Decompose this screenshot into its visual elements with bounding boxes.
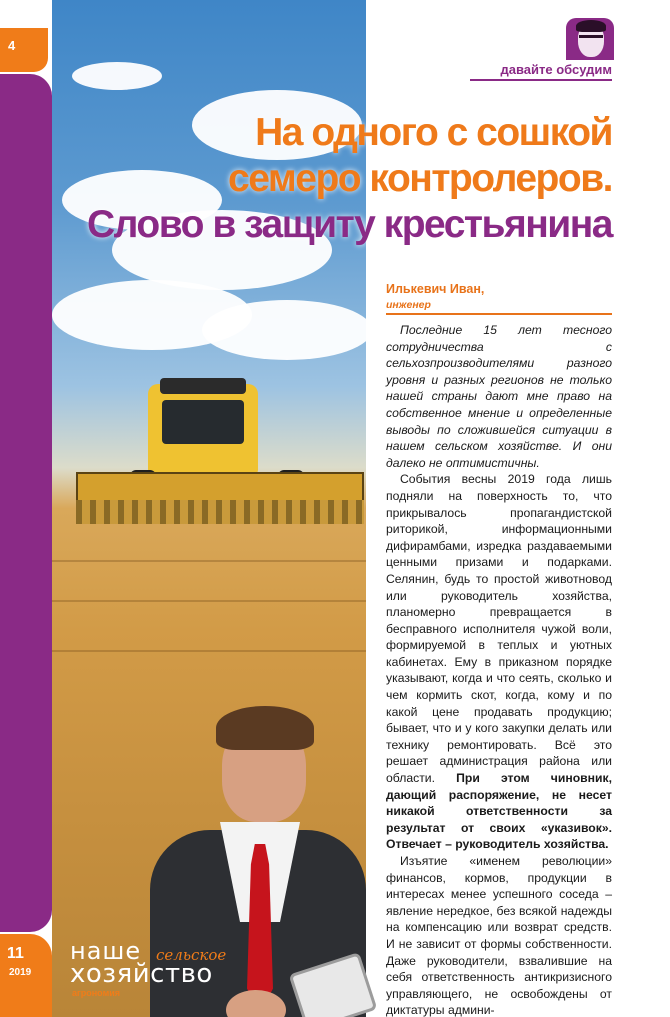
author-name: Илькевич Иван, [386, 282, 485, 296]
page-number: 4 [8, 38, 16, 53]
rubric-divider [470, 79, 612, 81]
title-line-1: На одного с сошкой [255, 111, 612, 154]
side-strip [0, 74, 52, 932]
title-line-3: Слово в защиту крестьянина [86, 203, 612, 246]
article-title [64, 110, 612, 248]
title-line-2: семеро контролеров. [228, 157, 612, 200]
rubric-label: давайте обсудим [500, 62, 612, 77]
caricature-face-icon [566, 18, 614, 60]
article-body [386, 322, 612, 1017]
byline-divider [386, 313, 612, 315]
author-role: инженер [386, 299, 431, 311]
issue-year: 2019 [9, 967, 32, 978]
article-paragraph: Изъятие «именем революции» финансов, кормов, продукции в интересах менее успешного соседа – явление нередкое, без всякой надежды на компенсацию или возврат средств. И не зависит от формы собственности. Даже руководители, взвалившие на себя ответственность антикризисного управляющего, не освобождены от диктатуры админи- [386, 854, 612, 1017]
article-emphasis: При этом чиновник, дающий распоряжение, не несет никакой ответственности за результат от своих «указивок». Отвечает – руководитель хозяйства. [386, 771, 613, 852]
issue-number: 11 [7, 945, 24, 962]
magazine-logo: наше сельское хозяйство агрономия [70, 937, 227, 998]
article-lead: Последние 15 лет тесного сотрудничества с сельхозпроизводителями разного уровня и разных регионов не только нашей страны дают мне право на собственное мнение и определенные выводы по сложившейся ситуации в нашем сельском хозяйстве. И они далеко не оптимистичны. [386, 323, 612, 470]
article-paragraph: События весны 2019 года лишь подняли на поверхность то, что прикрывалось пропагандистской риторикой, информационными дифирамбами, изредка раздаваемыми ценными призами и подарками. Селянин, будь то простой животновод или руководитель хозяйства, планомерно превращается в бесправного исполнителя чужой воли, формируемой в теплых и уютных кабинетах. Ему в приказном порядке указывают, когда и что сеять, сколько и чем кормить скот, когда, кому и по какой цене продавать продукцию; бывает, что и у кого закупки делать или технику ремонтировать. Всё это решает администрация района или области. При этом чиновник, дающий распоряжение, не несет никакой ответственности за результат от своих «указивок». Отвечает – руководитель хозяйства. [386, 472, 613, 852]
